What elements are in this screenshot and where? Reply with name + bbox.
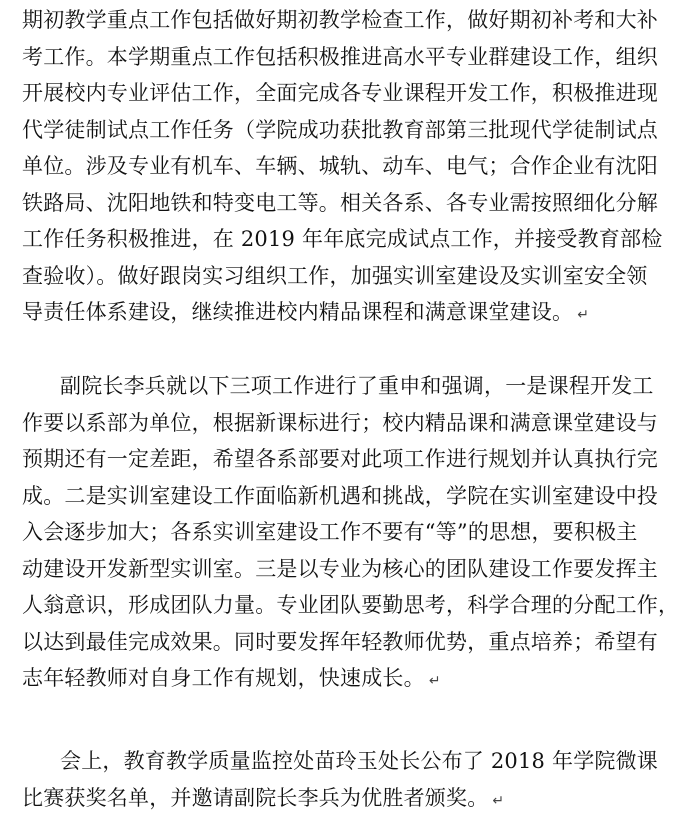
text-line: 作要以系部为单位，根据新课标进行；校内精品课和满意课堂建设与 [22,410,658,435]
text-line-last [22,660,582,697]
paragraph-2 [22,368,679,697]
text-line: 期初教学重点工作包括做好期初教学检查工作，做好期初补考和大补 [22,8,658,32]
text-line: 会上，教育教学质量监控处苗玲玉处长公布了 2018 年学院微课 [60,749,658,773]
text-line: 预期还有一定差距，希望各系部要对此项工作进行规划并认真执行完 [22,447,658,471]
text-line: 单位。涉及专业有机车、车辆、城轨、动车、电气；合作企业有沈阳 [22,154,658,178]
text-line: 以达到最佳完成效果。同时要发挥年轻教师优势，重点培养；希望有 [22,629,658,654]
text-line-content: 比赛获奖名单，并邀请副院长李兵为优胜者颁奖。 [22,785,489,810]
text-line: 成。二是实训室建设工作面临新机遇和挑战，学院在实训室建设中投 [22,483,658,508]
text-line: 查验收）。做好跟岗实习组织工作，加强实训室建设及实训室安全领 [22,263,648,288]
text-line: 代学徒制试点工作任务（学院成功获批教育部第三批现代学徒制试点 [22,117,658,142]
text-line: 铁路局、沈阳地铁和特变电工等。相关各系、各专业需按照细化分解 [22,190,658,215]
text-line-content: 导责任体系建设，继续推进校内精品课程和满意课堂建设。 [22,300,574,324]
paragraph-mark-icon: ↵ [428,673,441,689]
paragraph-1 [22,2,663,331]
text-line: 考工作。本学期重点工作包括积极推进高水平专业群建设工作，组织 [22,44,658,69]
text-line-content: 志年轻教师对自身工作有规划，快速成长。 [22,666,425,690]
paragraph-mark-icon: ↵ [492,792,505,809]
text-line-last [22,780,582,817]
text-line: 副院长李兵就以下三项工作进行了重申和强调，一是课程开发工 [60,374,654,398]
text-line: 开展校内专业评估工作，全面完成各专业课程开发工作，积极推进现 [22,81,658,105]
text-line-last [22,294,590,331]
text-line: 入会逐步加大；各系实训室建设工作不要有“等”的思想，要积极主 [22,520,638,544]
text-line: 人翁意识，形成团队力量。专业团队要勤思考，科学合理的分配工作， [22,593,679,617]
text-line: 动建设开发新型实训室。三是以专业为核心的团队建设工作要发挥主 [22,556,658,581]
text-line: 工作任务积极推进，在 2019 年年底完成试点工作，并接受教育部检 [22,227,663,251]
paragraph-3 [22,743,658,816]
paragraph-mark-icon: ↵ [577,307,590,323]
